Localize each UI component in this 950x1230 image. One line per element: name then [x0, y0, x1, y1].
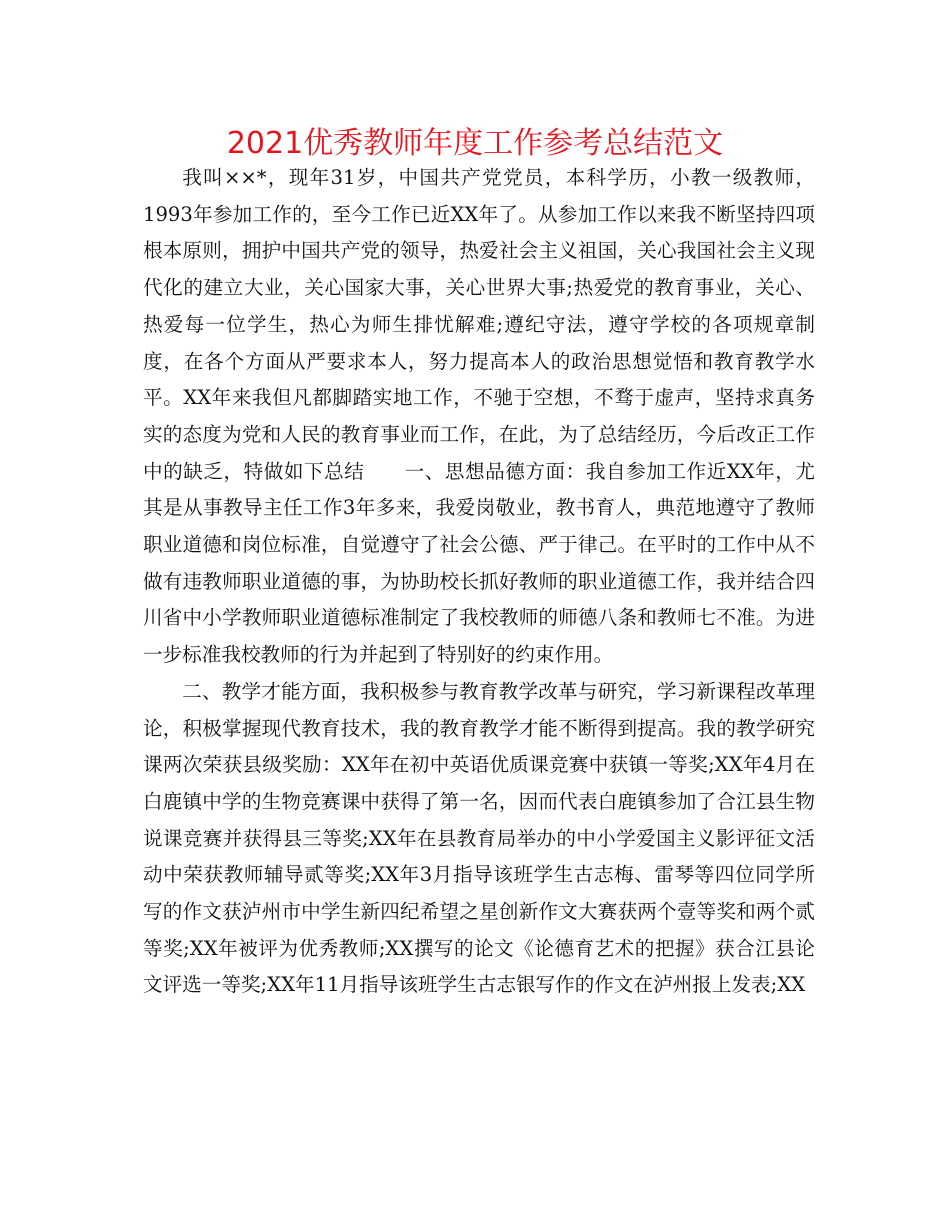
document-body: [143, 160, 815, 1004]
paragraph-1: 我叫××*，现年31岁，中国共产党党员，本科学历，小教一级教师，1993年参加工作的，至今工作已近XX年了。从参加工作以来我不断坚持四项根本原则，拥护中国共产党的领导，热爱社会主义祖国，关心我国社会主义现代化的建立大业，关心国家大事，关心世界大事;热爱党的教育事业，关心、热爱每一位学生，热心为师生排忧解难;遵纪守法，遵守学校的各项规章制度，在各个方面从严要求本人，努力提高本人的政治思想觉悟和教育教学水平。XX年来我但凡都脚踏实地工作，不驰于空想，不骛于虚声，坚持求真务实的态度为党和人民的教育事业而工作，在此，为了总结经历，今后改正工作中的缺乏，特做如下总结 一、思想品德方面：我自参加工作近XX年，尤其是从事教导主任工作3年多来，我爱岗敬业，教书育人，典范地遵守了教师职业道德和岗位标准，自觉遵守了社会公德、严于律己。在平时的工作中从不做有违教师职业道德的事，为协助校长抓好教师的职业道德工作，我并结合四川省中小学教师职业道德标准制定了我校教师的师德八条和教师七不准。为进一步标准我校教师的行为并起到了特别好的约束作用。: [143, 166, 815, 667]
paragraph-2: 二、教学才能方面，我积极参与教育教学改革与研究，学习新课程改革理论，积极掌握现代教育技术，我的教育教学才能不断得到提高。我的教学研究课两次荣获县级奖励：XX年在初中英语优质课竞赛中获镇一等奖;XX年4月在白鹿镇中学的生物竞赛课中获得了第一名，因而代表白鹿镇参加了合江县生物说课竞赛并获得县三等奖;XX年在县教育局举办的中小学爱国主义影评征文活动中荣获教师辅导贰等奖;XX年3月指导该班学生古志梅、雷琴等四位同学所写的作文获泸州市中学生新四纪希望之星创新作文大赛获两个壹等奖和两个贰等奖;XX年被评为优秀教师;XX撰写的论文《论德育艺术的把握》获合江县论文评选一等奖;XX年11月指导该班学生古志银写作的作文在泸州报上发表;XX: [143, 679, 815, 997]
document-title: 2021优秀教师年度工作参考总结范文: [226, 126, 724, 161]
